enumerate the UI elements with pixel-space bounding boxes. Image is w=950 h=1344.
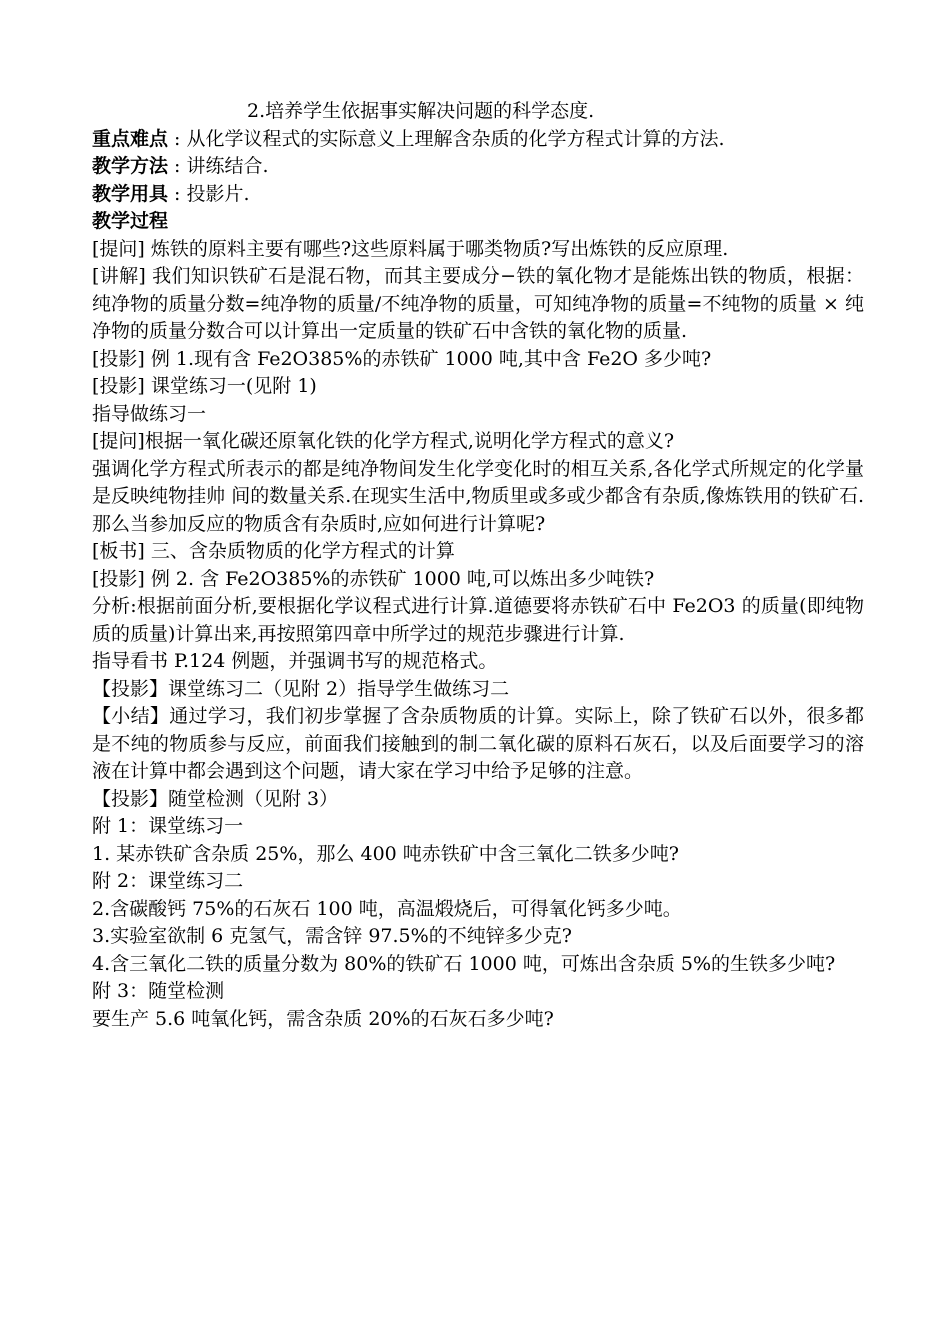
appendix-1-question-1: 1. 某赤铁矿含杂质 25%，那么 400 吨赤铁矿中含三氧化二铁多少吨? — [92, 842, 679, 865]
paragraph-test: 【投影】随堂检测（见附 3） — [92, 787, 339, 810]
key-points-row — [92, 126, 864, 154]
key-points-label: 重点难点 — [92, 127, 169, 150]
paragraph-example-2: [投影] 例 2. 含 Fe2O385%的赤铁矿 1000 吨,可以炼出多少吨铁? — [92, 567, 655, 590]
tools-row — [92, 181, 864, 209]
paragraph-read-book: 指导看书 P.124 例题，并强调书写的规范格式。 — [92, 650, 498, 672]
appendix-2-question-4: 4.含三氧化二铁的质量分数为 80%的铁矿石 1000 吨，可炼出含杂质 5%的生铁多少吨? — [92, 952, 836, 975]
document-page — [92, 98, 864, 1033]
appendix-3-title: 附 3：随堂检测 — [92, 980, 225, 1002]
paragraph-guide-1: 指导做练习一 — [92, 402, 207, 425]
paragraph-question-2: [提问]根据一氧化碳还原氧化铁的化学方程式,说明化学方程式的意义? — [92, 430, 675, 452]
method-text: 讲练结合. — [186, 155, 269, 177]
method-row — [92, 153, 864, 181]
process-title: 教学过程 — [92, 210, 169, 232]
tools-sep: : — [168, 182, 187, 205]
paragraph-exercise-2: 【投影】课堂练习二（见附 2）指导学生做练习二 — [92, 677, 510, 700]
appendix-3-question-1: 要生产 5.6 吨氧化钙，需含杂质 20%的石灰石多少吨? — [92, 1007, 554, 1030]
tools-label: 教学用具 — [92, 182, 169, 205]
goal-2: 2.培养学生依据事实解决问题的科学态度. — [247, 100, 595, 122]
appendix-2-question-2: 2.含碳酸钙 75%的石灰石 100 吨，高温煅烧后，可得氧化钙多少吨。 — [92, 897, 682, 920]
paragraph-analysis: 分析:根据前面分析,要根据化学议程式进行计算.道德要将赤铁矿石中 Fe2O3 的质量(即纯物质的质量)计算出来,再按照第四章中所学过的规范步骤进行计算. — [92, 595, 864, 645]
appendix-2-title: 附 2：课堂练习二 — [92, 870, 244, 892]
paragraph-board: [板书] 三、含杂质物质的化学方程式的计算 — [92, 540, 455, 562]
key-points-sep: : — [168, 127, 187, 150]
paragraph-emphasis: 强调化学方程式所表示的都是纯净物间发生化学变化时的相互关系,各化学式所规定的化学量是反映纯物挂帅 间的数量关系.在现实生活中,物质里或多或少都含有杂质,像炼铁用的铁矿石.那么当参加反应的物质含有杂质时,应如何进行计算呢? — [92, 457, 864, 535]
tools-text: 投影片. — [186, 182, 250, 205]
appendix-1-title: 附 1：课堂练习一 — [92, 815, 244, 837]
paragraph-question-1: [提问] 炼铁的原料主要有哪些?这些原料属于哪类物质?写出炼铁的反应原理. — [92, 237, 729, 260]
paragraph-example-1: [投影] 例 1.现有含 Fe2O385%的赤铁矿 1000 吨,其中含 Fe2O 多少吨? — [92, 347, 712, 370]
paragraph-lecture: [讲解] 我们知识铁矿石是混石物，而其主要成分−铁的氧化物才是能炼出铁的物质，根据：纯净物的质量分数=纯净物的质量/不纯净物的质量，可知纯净物的质量=不纯物的质量 × 纯净物的质量分数合可以计算出一定质量的铁矿石中含铁的氧化物的质量. — [92, 265, 864, 342]
key-points-text: 从化学议程式的实际意义上理解含杂质的化学方程式计算的方法. — [186, 127, 725, 150]
appendix-2-question-3: 3.实验室欲制 6 克氢气，需含锌 97.5%的不纯锌多少克? — [92, 925, 572, 947]
paragraph-exercise-1: [投影] 课堂练习一(见附 1) — [92, 375, 317, 397]
paragraph-summary: 【小结】通过学习，我们初步掌握了含杂质物质的计算。实际上，除了铁矿石以外，很多都是不纯的物质参与反应，前面我们接触到的制二氧化碳的原料石灰石，以及后面要学习的溶液在计算中都会遇到这个问题，请大家在学习中给予足够的注意。 — [92, 705, 864, 782]
method-label: 教学方法 — [92, 155, 169, 177]
method-sep: : — [168, 155, 187, 177]
